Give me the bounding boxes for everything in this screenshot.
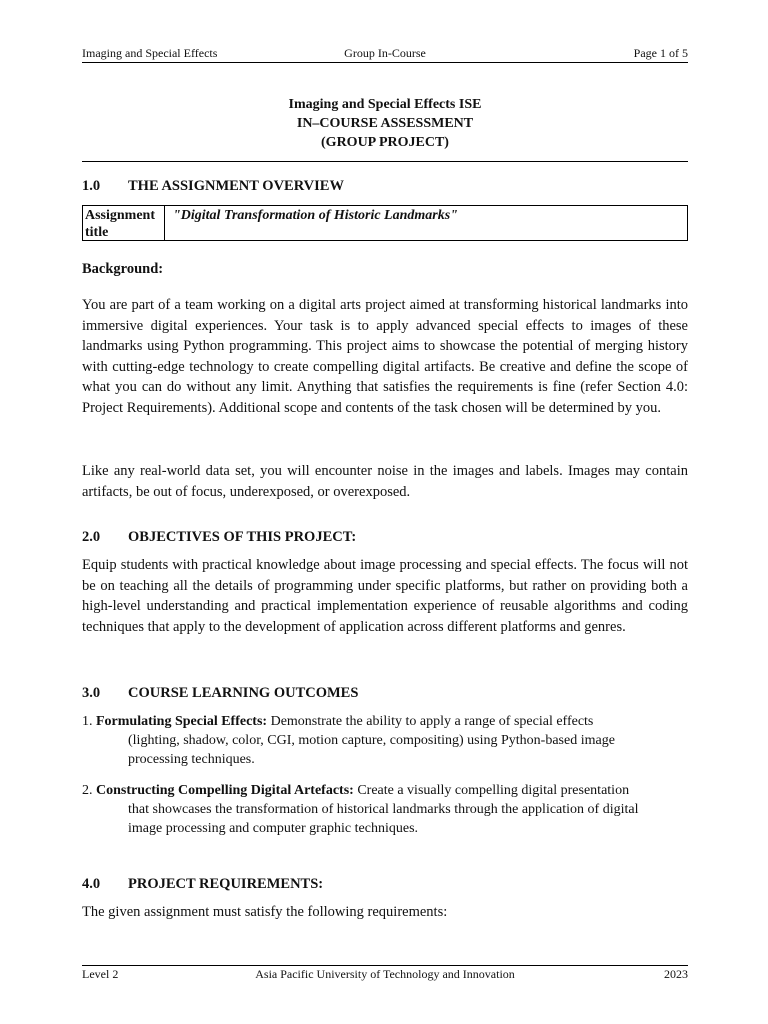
document-title xyxy=(82,95,688,152)
footer-year: 2023 xyxy=(664,967,688,981)
outcome-title: Formulating Special Effects: xyxy=(96,714,268,729)
footer-level: Level 2 xyxy=(82,967,119,981)
assignment-title-table xyxy=(82,205,688,241)
assignment-title-value: "Digital Transformation of Historic Landmarks" xyxy=(173,208,458,223)
section-title: OBJECTIVES OF THIS PROJECT: xyxy=(128,529,357,545)
outcome-text-continued: (lighting, shadow, color, CGI, motion capture, compositing) using Python-based image xyxy=(128,733,615,748)
section-number: 3.0 xyxy=(82,685,101,701)
background-paragraph-1: You are part of a team working on a digital arts project aimed at transforming historical landmarks into immersive digital experiences. Your task is to apply advanced special effects to images of these landmarks using Python programming. This project aims to showcase the potential of merging history with cutting-edge technology to create compelling digital artifacts. Be creative and define the scope of what you can do without any limit. Anything that satisfies the requirements is fine (refer Section 4.0: Project Requirements). Additional scope and contents of the task chosen will be determined by you. xyxy=(82,297,688,416)
title-line-1: Imaging and Special Effects ISE xyxy=(288,97,482,112)
section-number: 2.0 xyxy=(82,529,101,545)
background-heading: Background: xyxy=(82,261,164,277)
outcome-text-continued: processing techniques. xyxy=(128,752,255,767)
section-title: THE ASSIGNMENT OVERVIEW xyxy=(128,178,344,194)
outcome-number: 2. xyxy=(82,783,93,798)
footer-institution: Asia Pacific University of Technology and Innovation xyxy=(255,967,515,981)
outcome-number: 1. xyxy=(82,714,93,729)
section-title: PROJECT REQUIREMENTS: xyxy=(128,876,324,892)
outcome-text-continued: image processing and computer graphic techniques. xyxy=(128,821,419,836)
section-4-heading xyxy=(82,876,323,893)
header-assessment-type: Group In-Course xyxy=(344,46,426,60)
learning-outcome-item xyxy=(82,781,688,838)
section-number: 4.0 xyxy=(82,876,101,892)
label-line-2: title xyxy=(85,225,109,240)
section-title: COURSE LEARNING OUTCOMES xyxy=(128,685,359,701)
section-2-heading xyxy=(82,529,356,546)
page-header xyxy=(82,46,688,63)
title-line-2: IN–COURSE ASSESSMENT xyxy=(296,116,474,131)
outcome-text-continued: that showcases the transformation of historical landmarks through the application of digital xyxy=(128,802,639,817)
objectives-paragraph: Equip students with practical knowledge about image processing and special effects. The focus will not be on teaching all the details of programming under specific platforms, but rather on providing both a high-level understanding and practical implementation experience of reusable algorithms and coding techniques that apply to the development of application across different platforms and genres. xyxy=(82,557,688,635)
header-course-name: Imaging and Special Effects xyxy=(82,46,218,60)
section-1-heading xyxy=(82,178,344,195)
background-paragraph-2: Like any real-world data set, you will encounter noise in the images and labels. Images may contain artifacts, be out of focus, underexposed, or overexposed. xyxy=(82,463,688,500)
outcome-text: Create a visually compelling digital presentation xyxy=(353,783,630,798)
outcome-text: Demonstrate the ability to apply a range of special effects xyxy=(267,714,594,729)
title-divider xyxy=(82,161,688,162)
learning-outcome-item xyxy=(82,712,688,769)
outcome-title: Constructing Compelling Digital Artefacts: xyxy=(96,783,354,798)
page-footer xyxy=(82,965,688,984)
document-page xyxy=(82,0,688,1024)
requirements-intro: The given assignment must satisfy the following requirements: xyxy=(82,904,448,920)
section-number: 1.0 xyxy=(82,178,101,194)
assignment-title-label xyxy=(83,206,165,240)
header-page-number: Page 1 of 5 xyxy=(633,46,688,60)
title-line-3: (GROUP PROJECT) xyxy=(321,135,449,150)
section-3-heading xyxy=(82,685,358,702)
label-line-1: Assignment xyxy=(85,208,156,223)
